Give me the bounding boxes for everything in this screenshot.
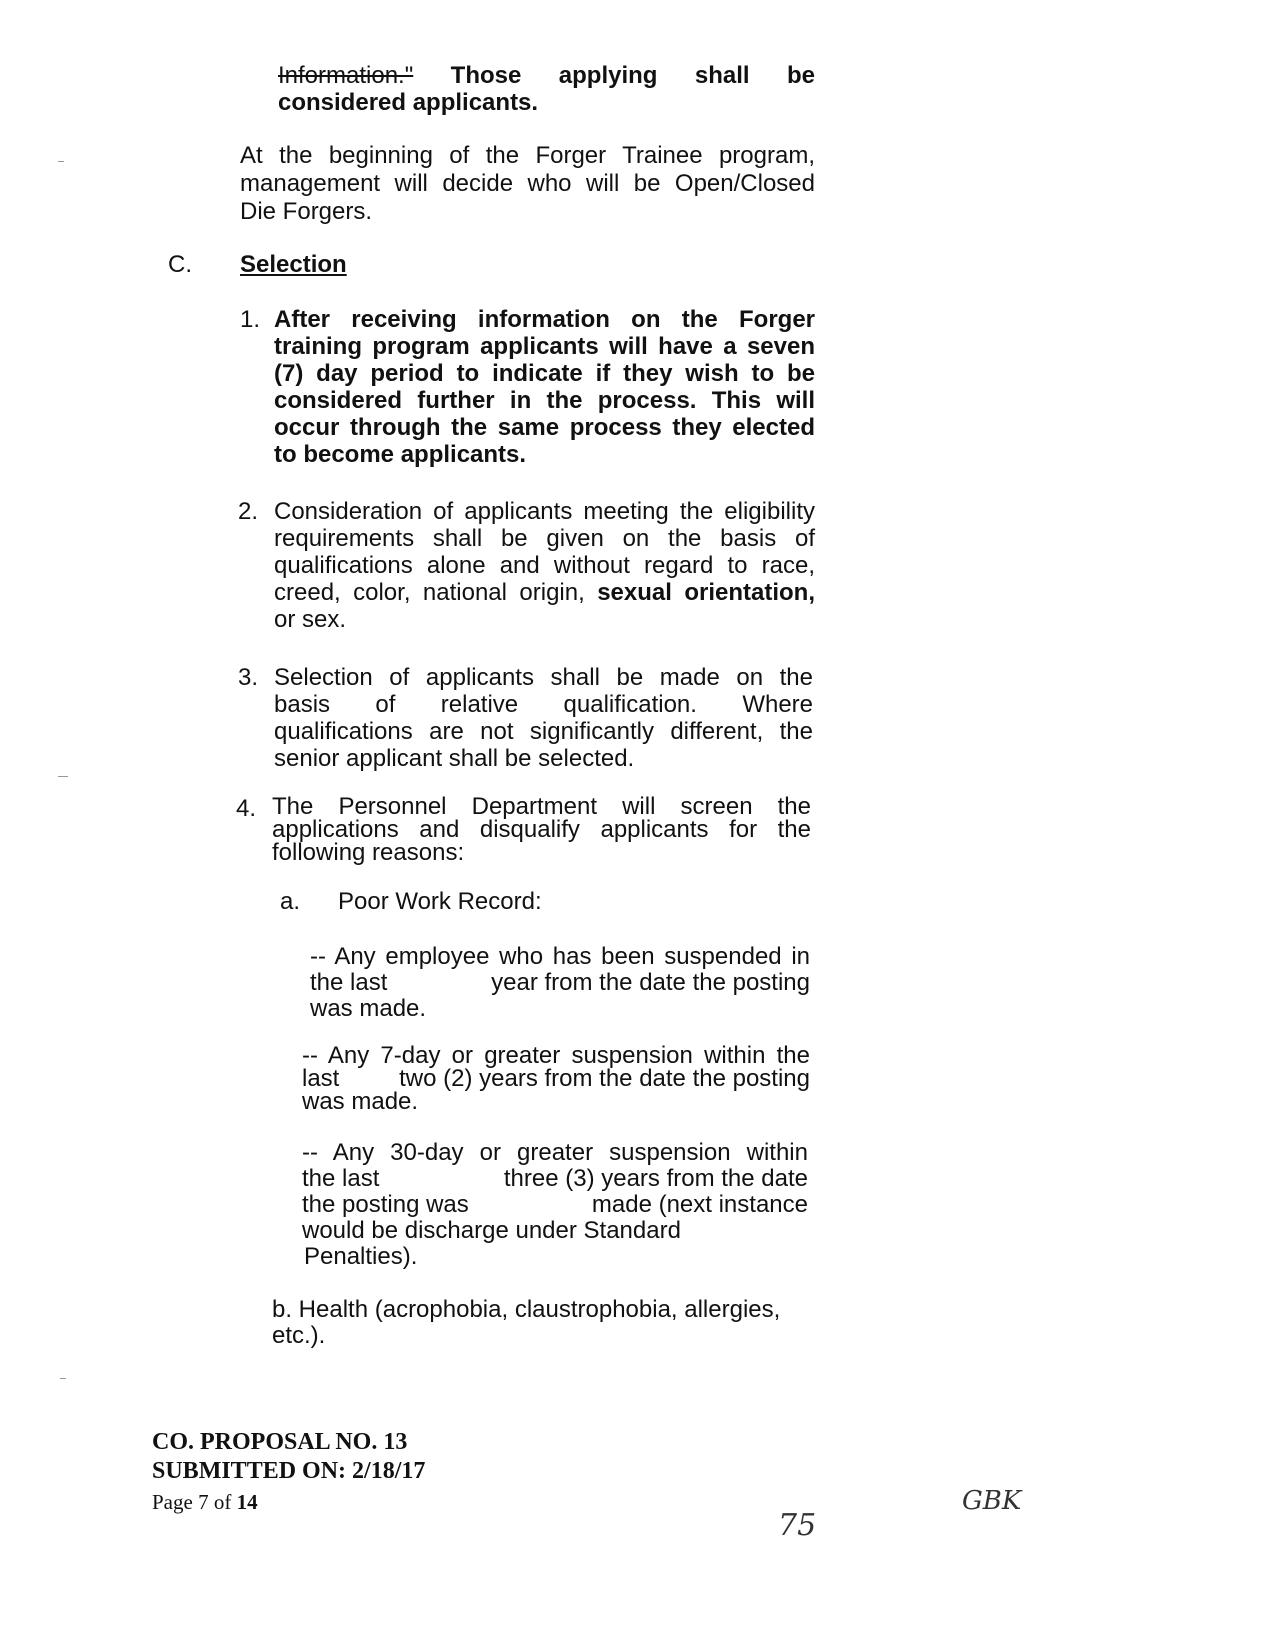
continuation-text: Those applying shall be (450, 62, 815, 89)
section-letter: C. (168, 251, 192, 278)
item-1-line: to become applicants. (274, 441, 527, 468)
item-2-line: Consideration of applicants meeting the eligibility (274, 498, 815, 525)
bullet-2-text: last (302, 1065, 340, 1092)
bullet-2-text: two (2) years from the date the posting (399, 1065, 810, 1092)
bold-phrase: sexual orientation, (597, 579, 815, 606)
bullet-2-line: -- Any 7-day or greater suspension within the (302, 1042, 810, 1069)
bullet-3-line: -- Any 30-day or greater suspension within (302, 1139, 808, 1166)
section-heading: Selection (240, 251, 347, 278)
item-1-line: (7) day period to indicate if they wish to be (274, 360, 815, 387)
struck-text: Information." (278, 62, 414, 89)
bullet-3-text: the posting was (302, 1191, 469, 1218)
page-of: of (213, 1490, 232, 1514)
intro-line-2: management will decide who will be Open/Closed (240, 170, 815, 197)
bullet-3-line (302, 1166, 808, 1192)
item-2-line: requirements shall be given on the basis of (274, 525, 815, 552)
item-1-line: occur through the same process they elected (274, 414, 815, 441)
bullet-1-text: the last (310, 969, 388, 996)
sub-b-line: b. Health (acrophobia, claustrophobia, allergies, (272, 1296, 781, 1323)
intro-line-1: At the beginning of the Forger Trainee program, (240, 142, 815, 169)
margin-speck (60, 1378, 66, 1379)
item-4-line: The Personnel Department will screen the (272, 793, 811, 820)
sub-a-title: Poor Work Record: (338, 888, 542, 915)
item-2-line (274, 579, 815, 607)
bullet-1-text: year from the date the posting (491, 969, 810, 996)
intro-line-3: Die Forgers. (240, 198, 373, 225)
continuation-line-1 (278, 62, 815, 90)
item-number: 3. (238, 664, 259, 691)
item-4-line: following reasons: (272, 839, 465, 866)
item-1-line: training program applicants will have a seven (274, 333, 815, 360)
footer-proposal: CO. PROPOSAL NO. 13 (152, 1429, 408, 1455)
bullet-3-text: three (3) years from the date (503, 1165, 808, 1192)
bullet-3-line (302, 1192, 808, 1218)
item-4-line: applications and disqualify applicants for the (272, 816, 811, 843)
bullet-3-line: Penalties). (304, 1243, 418, 1270)
sub-b-line: etc.). (272, 1322, 326, 1349)
bullet-1-line: -- Any employee who has been suspended in (310, 943, 810, 970)
item-1-line: considered further in the process. This will (274, 387, 815, 414)
bullet-3-text: the last (302, 1165, 380, 1192)
item-1-line: After receiving information on the Forger (274, 306, 815, 333)
item-3-line: senior applicant shall be selected. (274, 745, 635, 772)
item-number: 1. (240, 306, 261, 333)
page-total: 14 (236, 1490, 258, 1514)
item-2-line: or sex. (274, 606, 347, 633)
item-3-line: Selection of applicants shall be made on the (274, 664, 813, 691)
page-label: Page (152, 1490, 193, 1514)
page-current: 7 (198, 1490, 209, 1514)
handwritten-initials: GBK (962, 1486, 1022, 1516)
continuation-line-2: considered applicants. (278, 89, 539, 116)
margin-speck (58, 776, 68, 777)
item-3-line: basis of relative qualification. Where (274, 691, 813, 718)
item-3-line: qualifications are not significantly different, the (274, 718, 813, 745)
handwritten-number: 75 (778, 1508, 817, 1543)
item-number: 4. (236, 795, 257, 822)
sub-a-letter: a. (280, 888, 301, 915)
bullet-1-line (310, 969, 810, 997)
margin-speck (58, 161, 64, 162)
bullet-1-line: was made. (310, 995, 427, 1022)
item-2-line: qualifications alone and without regard to race, (274, 552, 815, 579)
bullet-3-line: would be discharge under Standard (302, 1217, 681, 1244)
bullet-3-text: made (next instance (591, 1191, 808, 1218)
footer-page-number (152, 1488, 258, 1517)
item-number: 2. (238, 498, 259, 525)
item-2-text: creed, color, national origin, (274, 579, 585, 606)
bullet-2-line: was made. (302, 1088, 419, 1115)
footer-submitted: SUBMITTED ON: 2/18/17 (152, 1458, 426, 1484)
